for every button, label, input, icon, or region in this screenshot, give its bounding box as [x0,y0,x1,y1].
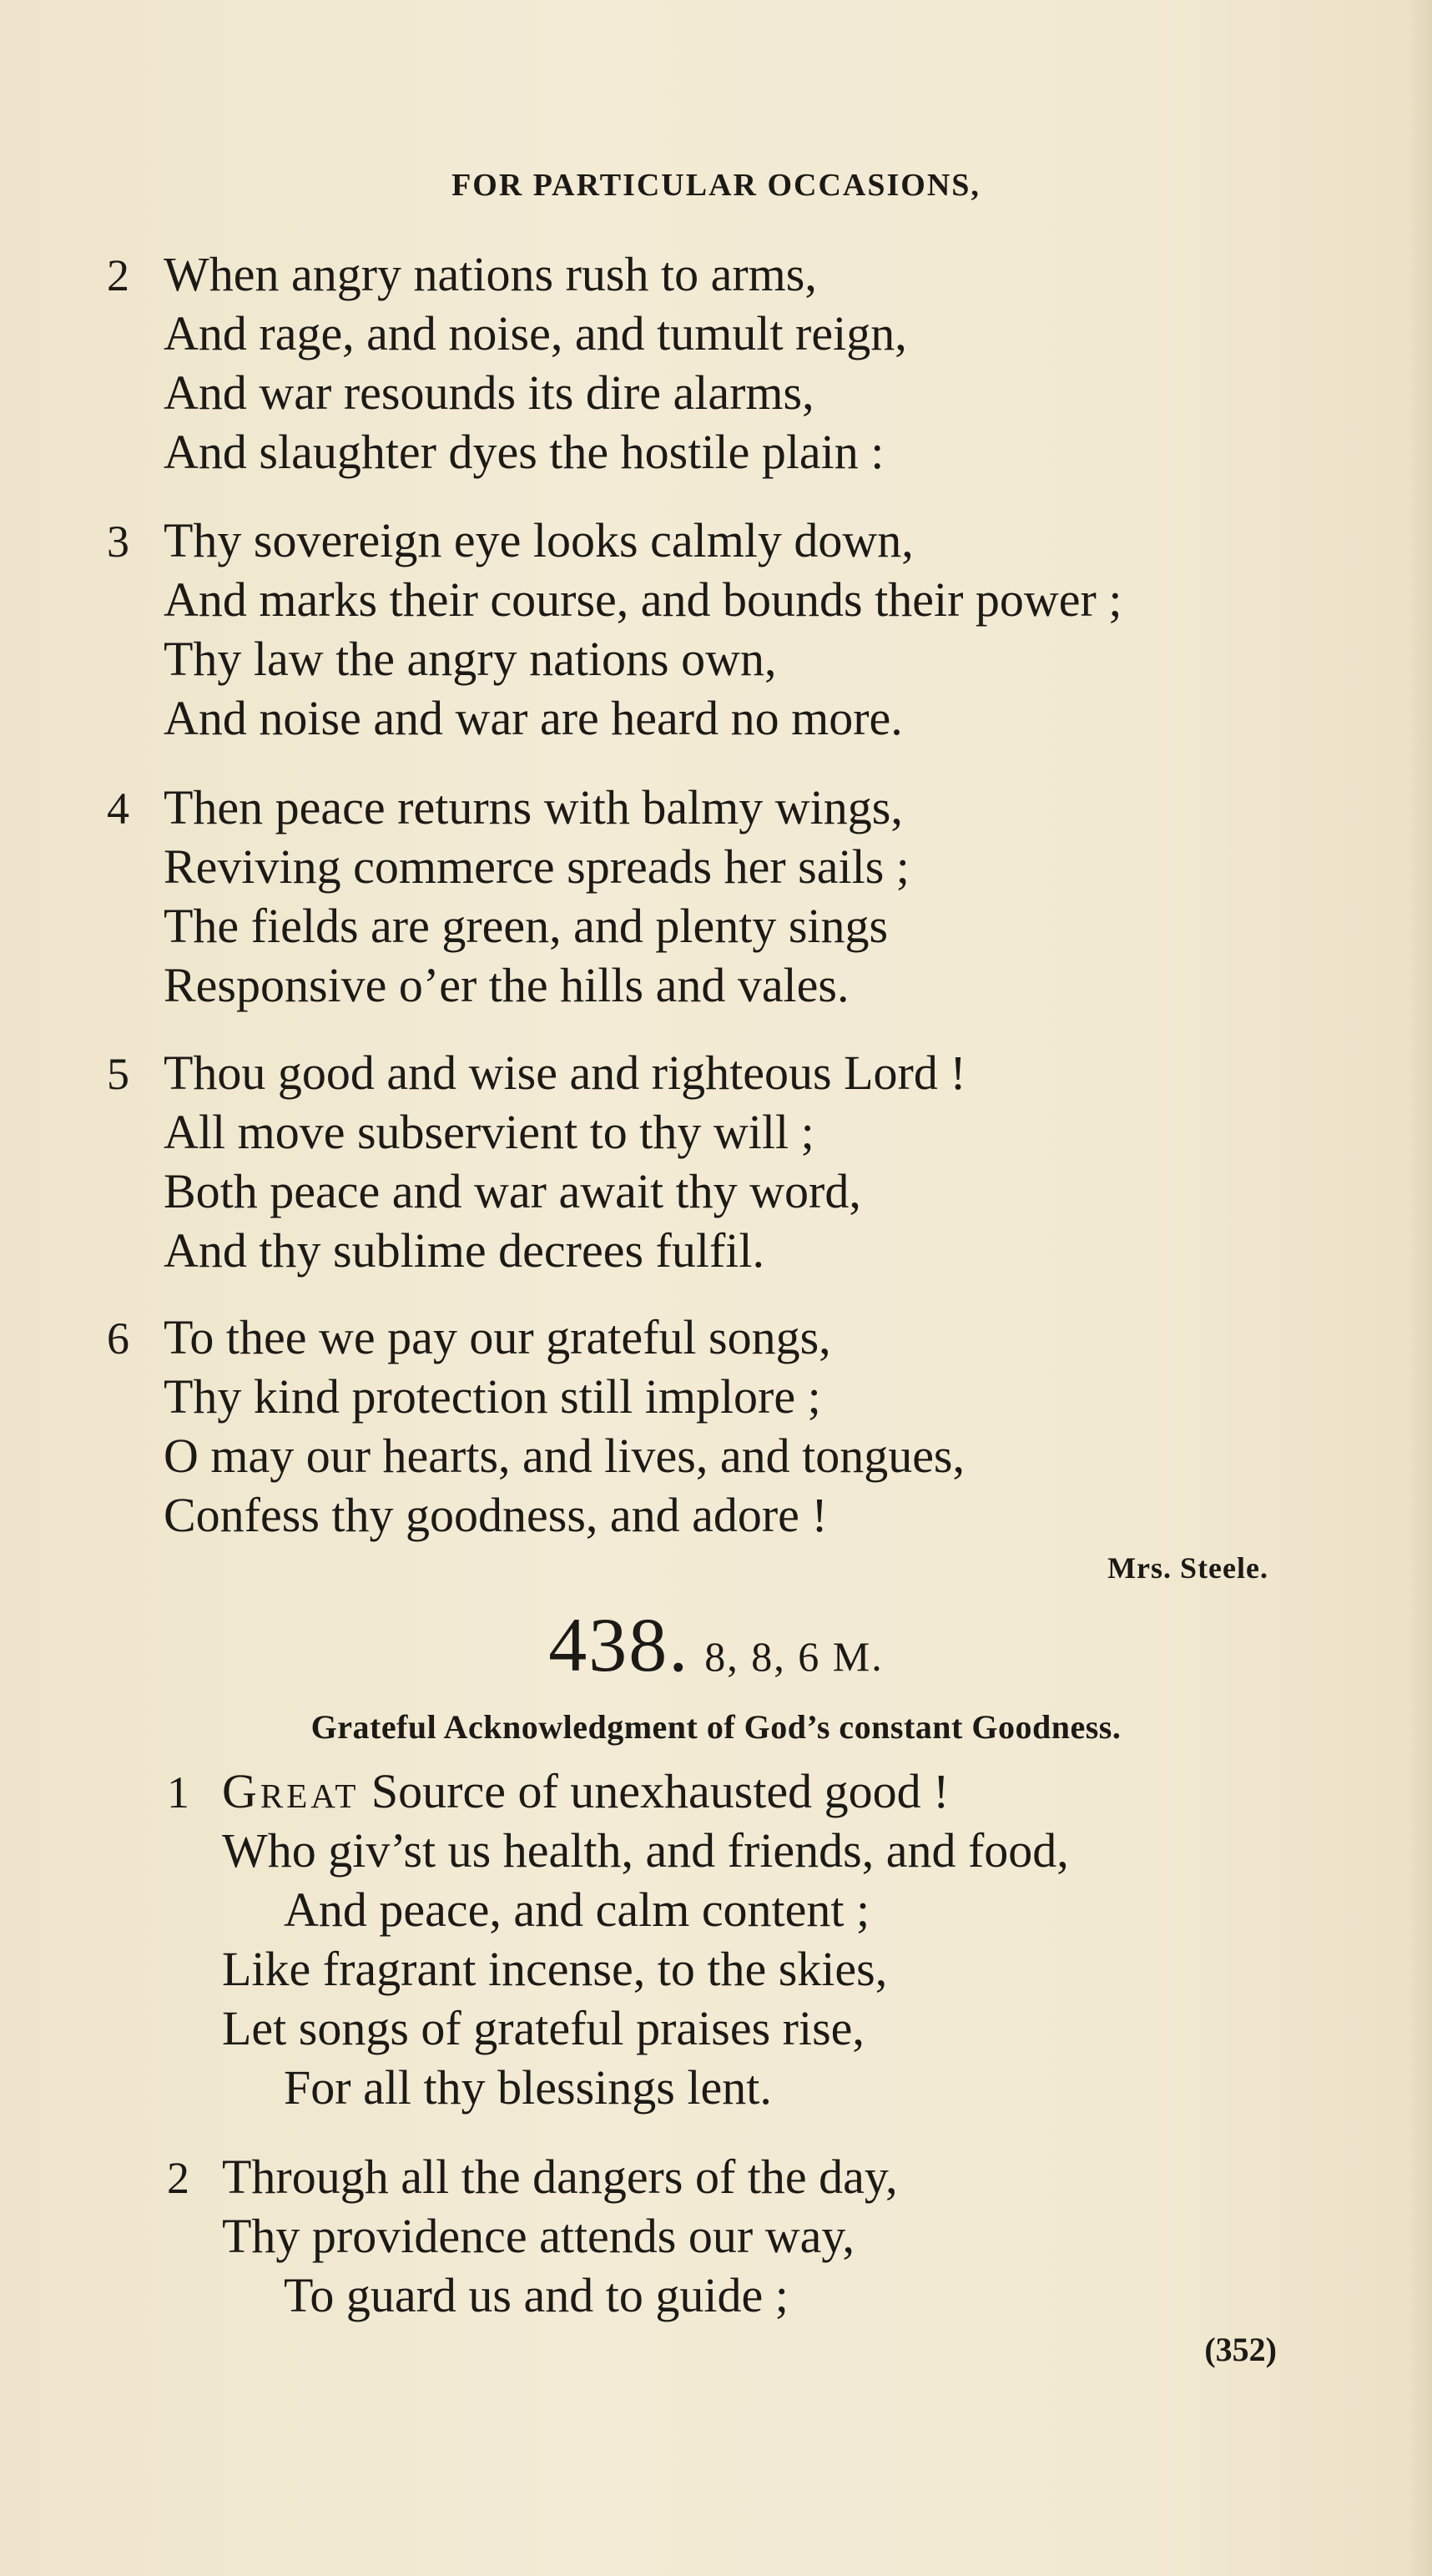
verse-number: 6 [107,1313,129,1364]
verse-line: And rage, and noise, and tumult reign, [164,306,907,360]
verse-line: Through all the dangers of the day, [222,2150,898,2204]
hymn-subtitle: Grateful Acknowledgment of God’s constant Goodness. [310,1708,1122,1746]
verse-number: 1 [167,1767,189,1817]
verse-line: And marks their course, and bounds their power ; [164,572,1122,627]
verse-line: When angry nations rush to arms, [164,247,817,301]
verse-line: Let songs of grateful praises rise, [222,2001,865,2055]
verse-line: O may our hearts, and lives, and tongues, [164,1429,966,1483]
verse-line: For all thy blessings lent. [284,2060,772,2115]
verse-line: And slaughter dyes the hostile plain : [164,425,885,479]
verse-line: And noise and war are heard no more. [164,691,903,745]
verse-line: Like fragrant incense, to the skies, [222,1942,888,1996]
verse-number: 3 [107,517,129,567]
verse-line: Thy providence attends our way, [222,2209,855,2263]
verse-line: The fields are green, and plenty sings [164,899,889,953]
verse-line: Confess thy goodness, and adore ! [164,1488,828,1542]
verse-line: And war resounds its dire alarms, [164,365,814,420]
first-word: Great [222,1764,360,1818]
verse-line: To thee we pay our grateful songs, [164,1310,831,1364]
verse-line: And thy sublime decrees fulfil. [164,1223,764,1278]
running-header: FOR PARTICULAR OCCASIONS, [451,168,981,203]
verse-line: To guard us and to guide ; [284,2268,789,2322]
verse-line: Responsive o’er the hills and vales. [164,958,850,1012]
verse-line: Thy sovereign eye looks calmly down, [164,513,914,567]
verse-line: Reviving commerce spreads her sails ; [164,839,910,894]
verse-number: 2 [167,2153,189,2203]
verse-line: And peace, and calm content ; [284,1883,870,1937]
verse-line-rest: Source of unexhausted good ! [359,1764,950,1818]
verse-line: All move subservient to thy will ; [164,1105,814,1159]
author-attribution: Mrs. Steele. [1107,1551,1268,1585]
hymn-heading [0,1601,1432,1689]
hymn-number: 438. [548,1602,690,1687]
verse-line: Who giv’st us health, and friends, and food, [222,1823,1069,1878]
verse-line: Thy kind protection still implore ; [164,1369,821,1424]
verse-line [222,1764,950,1818]
verse-number: 4 [107,784,129,834]
hymn-meter: 8, 8, 6 M. [704,1633,884,1680]
verse-line: Then peace returns with balmy wings, [164,780,903,834]
page-edge-shadow [1409,0,1432,2576]
verse-line: Thou good and wise and righteous Lord ! [164,1046,966,1100]
verse-line: Both peace and war await thy word, [164,1164,861,1218]
verse-line: Thy law the angry nations own, [164,632,777,686]
verse-number: 2 [107,250,129,300]
page-number: (352) [1204,2331,1277,2368]
verse-number: 5 [107,1049,129,1099]
